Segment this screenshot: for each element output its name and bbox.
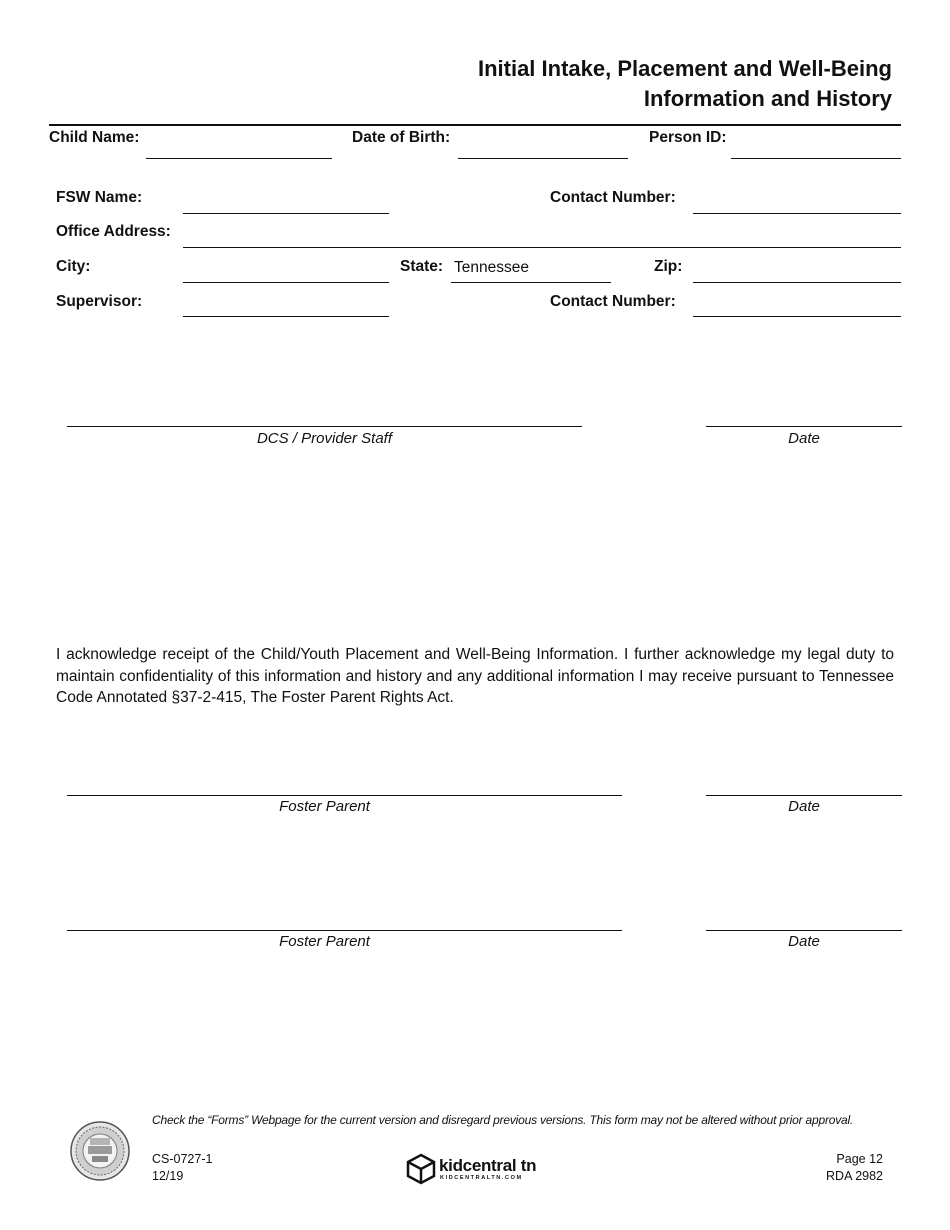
contact-number-label: Contact Number:: [550, 189, 676, 206]
staff-date-caption: Date: [788, 430, 820, 447]
foster-parent-2-date-line[interactable]: [706, 930, 902, 931]
person-id-field[interactable]: [731, 158, 901, 159]
contact-number-field[interactable]: [693, 213, 901, 214]
form-title-line-1: Initial Intake, Placement and Well-Being: [477, 56, 892, 81]
date-of-birth-field[interactable]: [458, 158, 628, 159]
staff-date-line[interactable]: [706, 426, 902, 427]
zip-field[interactable]: [693, 282, 901, 283]
form-title-line-2: Information and History: [643, 86, 892, 111]
city-label: City:: [56, 258, 91, 275]
forms-notice: Check the “Forms” Webpage for the current version and disregard previous versions. This form may not be altered without prior approval.: [152, 1113, 854, 1127]
supervisor-contact-label: Contact Number:: [550, 293, 676, 310]
foster-parent-1-date-caption: Date: [788, 798, 820, 815]
foster-parent-2-date-caption: Date: [788, 933, 820, 950]
page-number: Page 12: [836, 1152, 883, 1166]
fsw-name-field[interactable]: [183, 213, 389, 214]
child-name-label: Child Name:: [49, 129, 140, 146]
form-id-block: [152, 1151, 212, 1185]
staff-signature-caption: DCS / Provider Staff: [256, 430, 393, 447]
page-info-block: [826, 1151, 883, 1185]
supervisor-label: Supervisor:: [56, 293, 143, 310]
person-id-label: Person ID:: [649, 129, 727, 146]
form-date: 12/19: [152, 1169, 184, 1183]
foster-parent-1-date-line[interactable]: [706, 795, 902, 796]
foster-parent-1-signature-line[interactable]: [67, 795, 622, 796]
date-of-birth-label: Date of Birth:: [352, 129, 451, 146]
acknowledgement-text: I acknowledge receipt of the Child/Youth Placement and Well-Being Information. I further acknowledge my legal duty to maintain confidentiality of this information and history and any additional information I may receive pursuant to Tennessee Code Annotated §37-2-415, The Foster Parent Rights Act.: [56, 646, 894, 706]
zip-label: Zip:: [654, 258, 683, 275]
form-title: [478, 54, 892, 114]
title-divider: [49, 124, 901, 126]
foster-parent-1-caption: Foster Parent: [279, 798, 370, 815]
kidcentral-cube-icon: [405, 1153, 437, 1185]
rda-number: RDA 2982: [826, 1169, 883, 1183]
state-label: State:: [400, 258, 444, 275]
form-number: CS-0727-1: [152, 1152, 213, 1166]
staff-signature-line[interactable]: [67, 426, 582, 427]
fsw-name-label: FSW Name:: [56, 189, 143, 206]
city-field[interactable]: [183, 282, 389, 283]
foster-parent-2-caption: Foster Parent: [279, 933, 370, 950]
kidcentral-logo-subtext: KIDCENTRALTN.COM: [440, 1175, 523, 1181]
foster-parent-2-signature-line[interactable]: [67, 930, 622, 931]
child-name-field[interactable]: [146, 158, 332, 159]
supervisor-field[interactable]: [183, 316, 389, 317]
state-field[interactable]: [451, 282, 611, 283]
office-address-label: Office Address:: [56, 223, 171, 240]
office-address-field[interactable]: [183, 247, 901, 248]
state-value: Tennessee: [454, 259, 529, 276]
supervisor-contact-field[interactable]: [693, 316, 901, 317]
kidcentral-logo-text: kidcentral tn: [439, 1156, 537, 1175]
tennessee-state-seal-icon: [70, 1121, 130, 1181]
